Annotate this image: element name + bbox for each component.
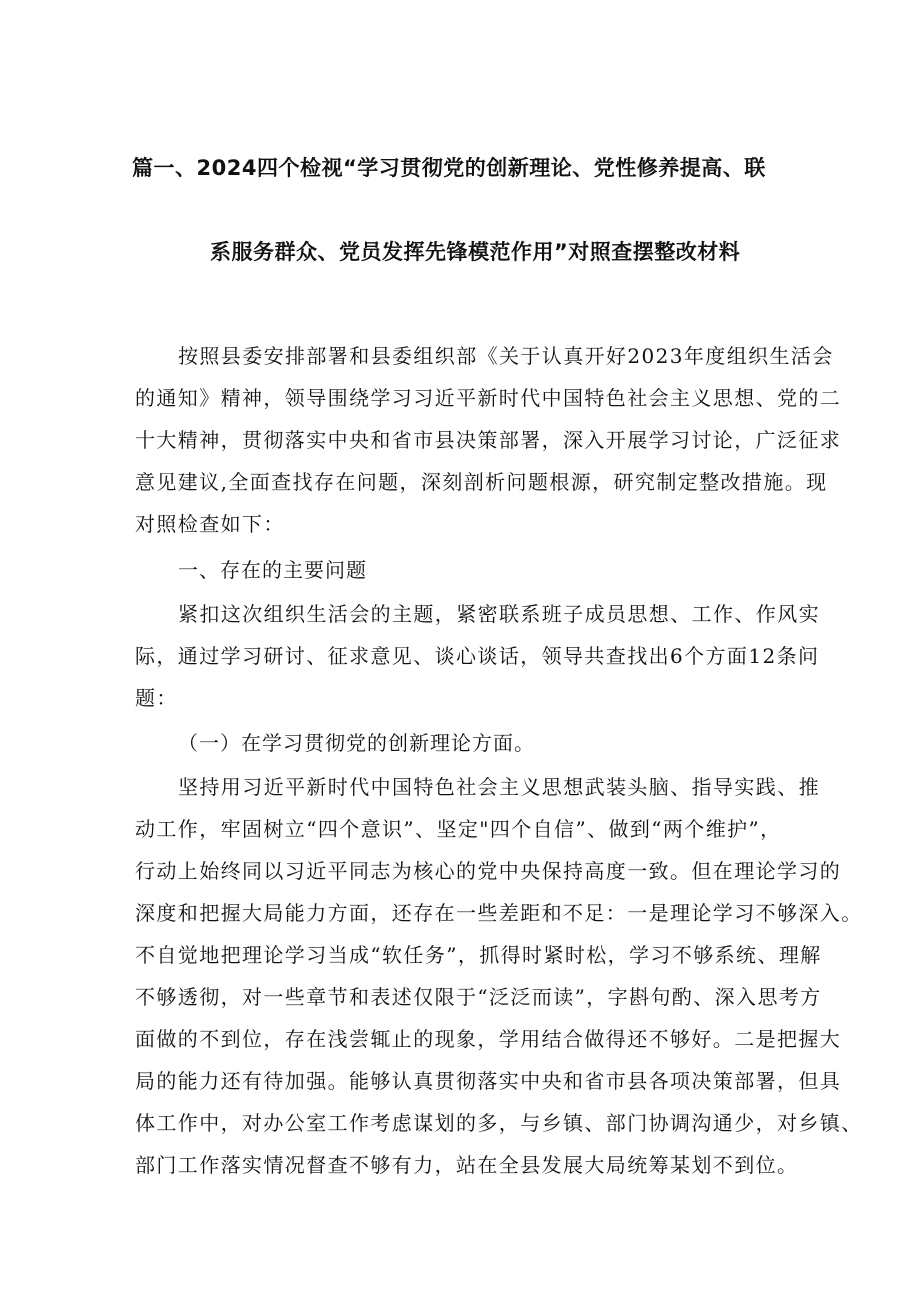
sub1-line-8: 局的能力还有待加强。能够认真贯彻落实中央和省市县各项决策部署，但具 xyxy=(135,1069,842,1093)
sub1-line-5: 不自觉地把理论学习当成“软任务”，抓得时紧时松，学习不够系统、理解 xyxy=(135,943,822,967)
sub1-line-10: 部门工作落实情况督查不够有力，站在全县发展大局统筹某划不到位。 xyxy=(135,1153,799,1177)
section1-line-3: 题： xyxy=(135,686,178,710)
subsection-heading-1: （一）在学习贯彻党的创新理论方面。 xyxy=(178,731,535,755)
sub1-line-2: 动工作，牢固树立“四个意识”、坚定"四个自信”、做到“两个维护”， xyxy=(135,817,782,841)
sub1-line-3: 行动上始终同以习近平同志为核心的党中央保持高度一致。但在理论学习的 xyxy=(135,859,842,883)
section1-line-1: 紧扣这次组织生活会的主题，紧密联系班子成员思想、工作、作风实 xyxy=(178,602,820,626)
intro-line-4: 意见建议,全面查找存在问题，深刻剖析问题根源，研究制定整改措施。现 xyxy=(135,470,828,494)
sub1-line-9: 体工作中，对办公室工作考虑谋划的多，与乡镇、部门协调沟通少，对乡镇、 xyxy=(135,1111,863,1135)
section1-line-2: 际，通过学习研讨、征求意见、谈心谈话，领导共查找出6个方面12条问 xyxy=(135,644,820,668)
sub1-line-1: 坚持用习近平新时代中国特色社会主义思想武装头脑、指导实践、推 xyxy=(178,775,820,799)
sub1-line-7: 面做的不到位，存在浅尝辄止的现象，学用结合做得还不够好。二是把握大 xyxy=(135,1027,842,1051)
document-title-line-2: 系服务群众、党员发挥先锋模范作用”对照查摆整改材料 xyxy=(210,240,741,264)
sub1-line-6: 不够透彻，对一些章节和表述仅限于“泛泛而读”，字斟句酌、深入思考方 xyxy=(135,985,822,1009)
intro-line-5: 对照检查如下： xyxy=(135,512,285,536)
document-title-line-1: 篇一、2024四个检视“学习贯彻党的创新理论、党性修养提高、联 xyxy=(132,156,766,180)
intro-line-1: 按照县委安排部署和县委组织部《关于认真开好2023年度组织生活会 xyxy=(178,344,834,368)
section-heading-main-problems: 一、存在的主要问题 xyxy=(178,558,367,582)
intro-line-3: 十大精神，贯彻落实中央和省市县决策部署，深入开展学习讨论，广泛征求 xyxy=(135,428,842,452)
intro-line-2: 的通知》精神，领导围绕学习习近平新时代中国特色社会主义思想、党的二 xyxy=(135,386,842,410)
sub1-line-4: 深度和把握大局能力方面，还存在一些差距和不足：一是理论学习不够深入。 xyxy=(135,901,863,925)
